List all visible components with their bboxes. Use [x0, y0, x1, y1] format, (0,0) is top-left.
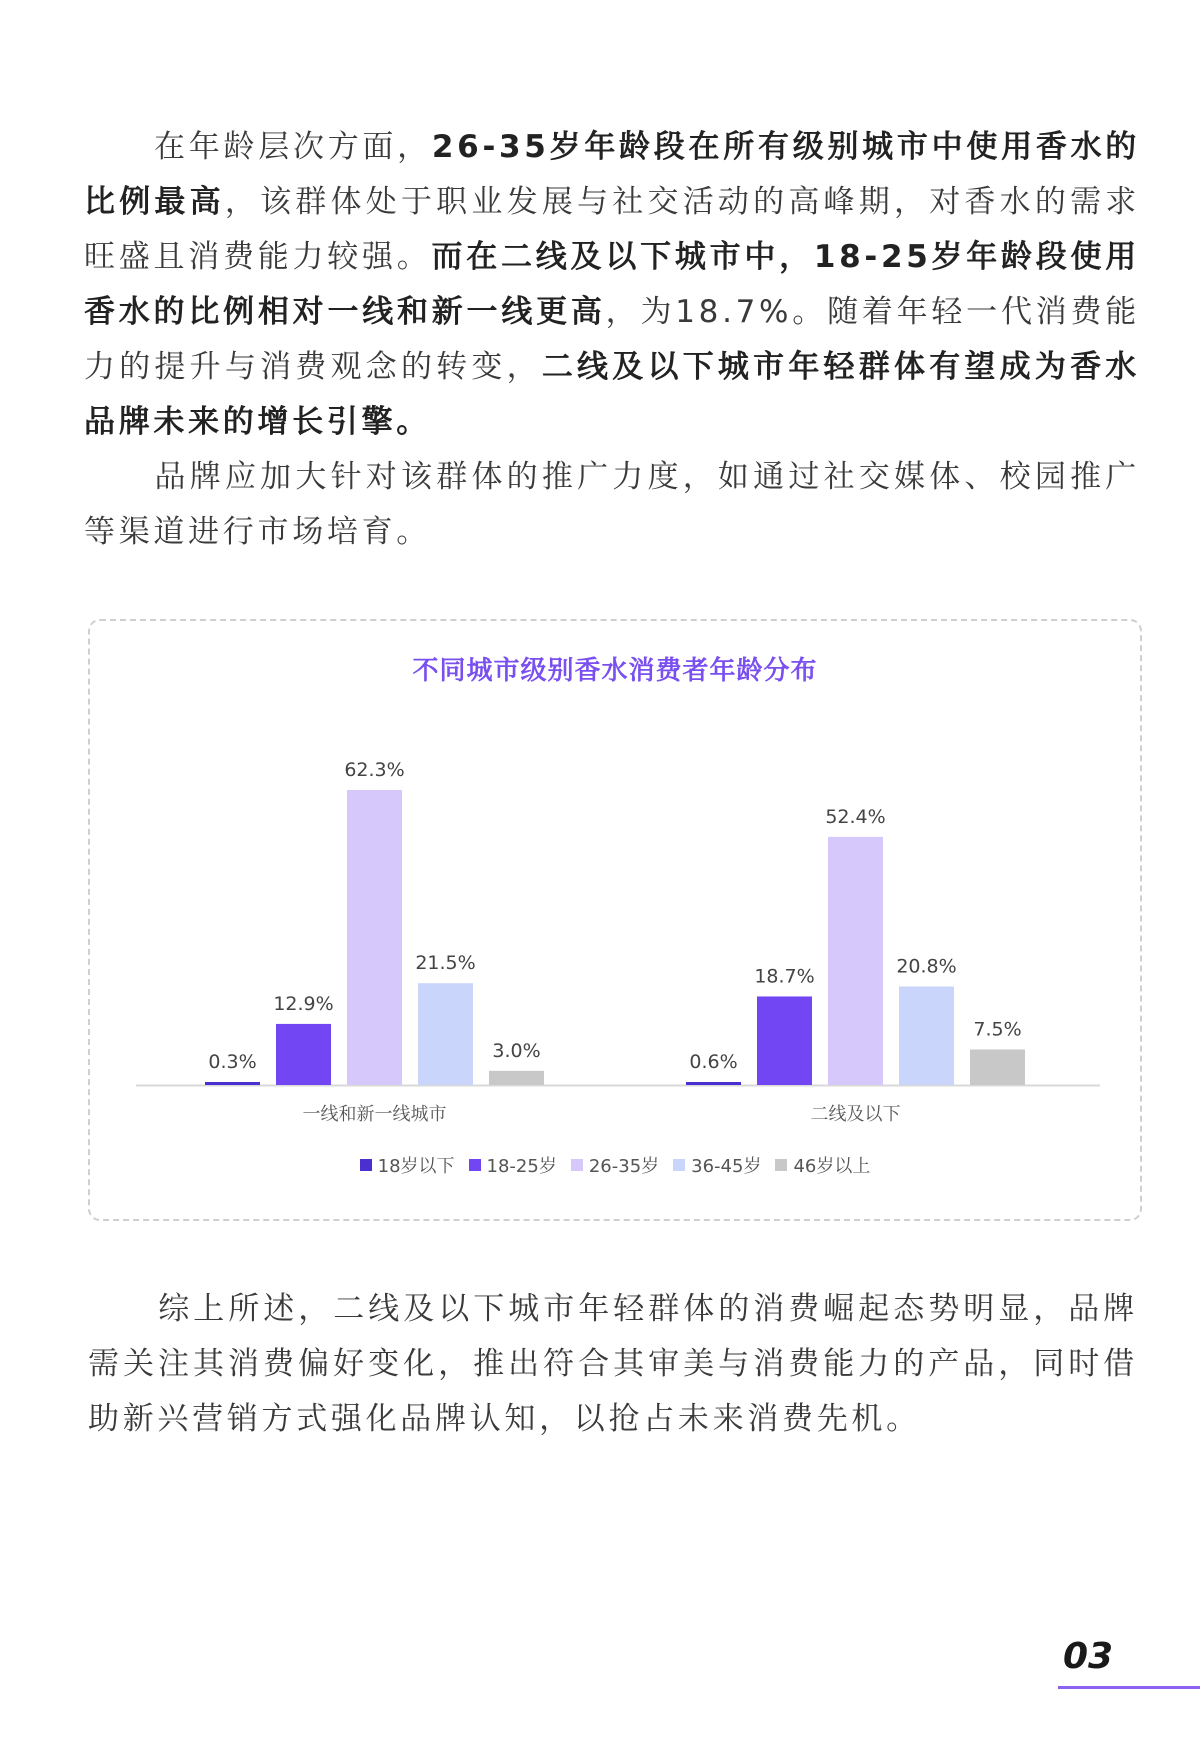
data-label: 7.5%	[973, 1018, 1022, 1041]
legend-swatch	[673, 1159, 685, 1171]
legend-swatch	[571, 1159, 583, 1171]
chart-title: 不同城市级别香水消费者年龄分布	[412, 656, 818, 686]
data-label: 0.6%	[689, 1051, 738, 1073]
legend-item	[571, 1152, 659, 1178]
data-label: 20.8%	[896, 955, 957, 978]
paragraph-segment: 二线及以下城市年轻群体有望成为香水品牌未来的增长引擎。	[84, 349, 1140, 440]
data-label: 52.4%	[825, 805, 886, 828]
bar-46岁以上	[489, 1071, 544, 1085]
bar-18-25岁	[757, 996, 812, 1085]
page-number-underline	[1058, 1686, 1200, 1689]
data-label: 62.3%	[344, 759, 405, 781]
legend-swatch	[469, 1159, 481, 1171]
paragraph-segment: ，为18.7%。随着年轻一代消费能力的提升与消费观念的转变，	[84, 294, 1140, 385]
category-label: 一线和新一线城市	[302, 1104, 447, 1125]
legend-label: 46岁以上	[793, 1156, 871, 1177]
bar-18岁以下	[205, 1082, 260, 1085]
data-label: 12.9%	[273, 992, 334, 1015]
legend-label: 18岁以下	[377, 1156, 455, 1177]
paragraph-segment: 26-35岁年龄段在所有级别城市中使用香水的比例最高	[84, 129, 1141, 220]
bar-36-45岁	[418, 983, 473, 1085]
paragraph-text: 综上所述，二线及以下城市年轻群体的消费崛起态势明显，品牌需关注其消费偏好变化，推出符合其审美与消费能力的产品，同时借助新兴营销方式强化品牌认知，以抢占未来消费先机。	[88, 1291, 1138, 1437]
bar-chart	[88, 700, 1142, 1140]
paragraph-text: 品牌应加大针对该群体的推广力度，如通过社交媒体、校园推广等渠道进行市场培育。	[84, 459, 1140, 550]
paragraph-segment: 而在二线及以下城市中，18-25岁年龄段使用香水的比例相对一线和新一线更高	[84, 239, 1141, 330]
bar-36-45岁	[899, 987, 954, 1085]
paragraph-age-analysis	[84, 120, 1140, 450]
paragraph-segment: 在年龄层次方面，	[154, 129, 432, 165]
data-label: 21.5%	[415, 952, 476, 975]
data-label: 18.7%	[754, 965, 815, 988]
paragraph-conclusion	[88, 1282, 1138, 1447]
bar-26-35岁	[347, 790, 402, 1085]
legend-item	[360, 1152, 455, 1178]
legend-label: 36-45岁	[691, 1156, 762, 1177]
legend-swatch	[360, 1159, 372, 1171]
bar-26-35岁	[828, 837, 883, 1085]
page-number: 03	[1063, 1636, 1114, 1677]
legend-item	[775, 1152, 870, 1178]
paragraph-brand-suggestion	[84, 450, 1140, 560]
legend-swatch	[775, 1159, 787, 1171]
bar-46岁以上	[970, 1049, 1025, 1085]
chart-legend	[0, 1152, 1200, 1178]
bar-18岁以下	[686, 1082, 741, 1085]
paragraph-segment: ，该群体处于职业发展与社交活动的高峰期，对香水的需求旺盛且消费能力较强。	[84, 184, 1140, 275]
legend-label: 18-25岁	[486, 1156, 557, 1177]
legend-label: 26-35岁	[588, 1156, 660, 1177]
legend-item	[469, 1152, 557, 1178]
bar-18-25岁	[276, 1024, 331, 1085]
category-label: 二线及以下	[810, 1104, 901, 1125]
data-label: 0.3%	[208, 1051, 257, 1073]
data-label: 3.0%	[492, 1039, 541, 1062]
legend-item	[673, 1152, 761, 1178]
